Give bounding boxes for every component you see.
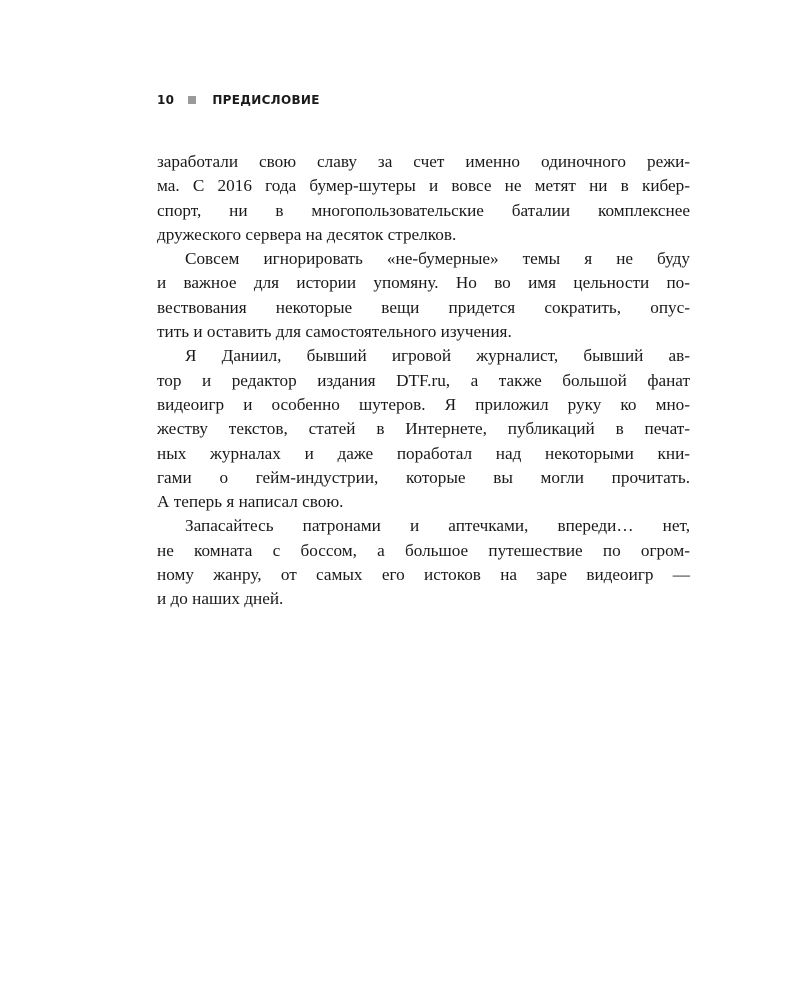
paragraph — [157, 344, 690, 514]
body-text — [157, 150, 690, 612]
text-line: ма. С 2016 года бумер-шутеры и вовсе не метят ни в кибер- — [157, 176, 690, 196]
text-line: и важное для истории упомяну. Но во имя цельности по- — [157, 273, 690, 293]
running-head — [157, 92, 320, 108]
text-line: А теперь я написал свою. — [157, 492, 344, 512]
text-line: Совсем игнорировать «не-бумерные» темы я не буду — [185, 249, 690, 269]
text-line: дружеского сервера на десяток стрелков. — [157, 224, 457, 244]
square-separator-icon — [188, 96, 196, 104]
text-line: и до наших дней. — [157, 589, 284, 609]
text-line: спорт, ни в многопользовательские баталии комплекснее — [157, 200, 690, 220]
text-line: ных журналах и даже поработал над некоторыми кни- — [157, 443, 690, 463]
text-line: ному жанру, от самых его истоков на заре видеоигр — — [157, 565, 690, 585]
text-line: гами о гейм-индустрии, которые вы могли прочитать. — [157, 467, 690, 487]
text-line: не комната с боссом, а большое путешествие по огром- — [157, 540, 690, 560]
text-line: Запасайтесь патронами и аптечками, впереди… нет, — [185, 516, 690, 536]
text-line: видеоигр и особенно шутеров. Я приложил руку ко мно- — [157, 394, 690, 414]
text-line: вествования некоторые вещи придется сократить, опус- — [157, 297, 690, 317]
paragraph — [157, 150, 690, 247]
page-number: 10 — [157, 93, 175, 107]
text-line: Я Даниил, бывший игровой журналист, бывший ав- — [185, 346, 690, 366]
text-line: тор и редактор издания DTF.ru, а также большой фанат — [157, 370, 690, 390]
paragraph — [157, 514, 690, 611]
section-title: ПРЕДИСЛОВИЕ — [212, 93, 320, 107]
text-line: заработали свою славу за счет именно одиночного режи- — [157, 152, 690, 171]
text-line: тить и оставить для самостоятельного изучения. — [157, 322, 512, 342]
paragraph — [157, 247, 690, 344]
text-line: жеству текстов, статей в Интернете, публикаций в печат- — [157, 419, 690, 439]
